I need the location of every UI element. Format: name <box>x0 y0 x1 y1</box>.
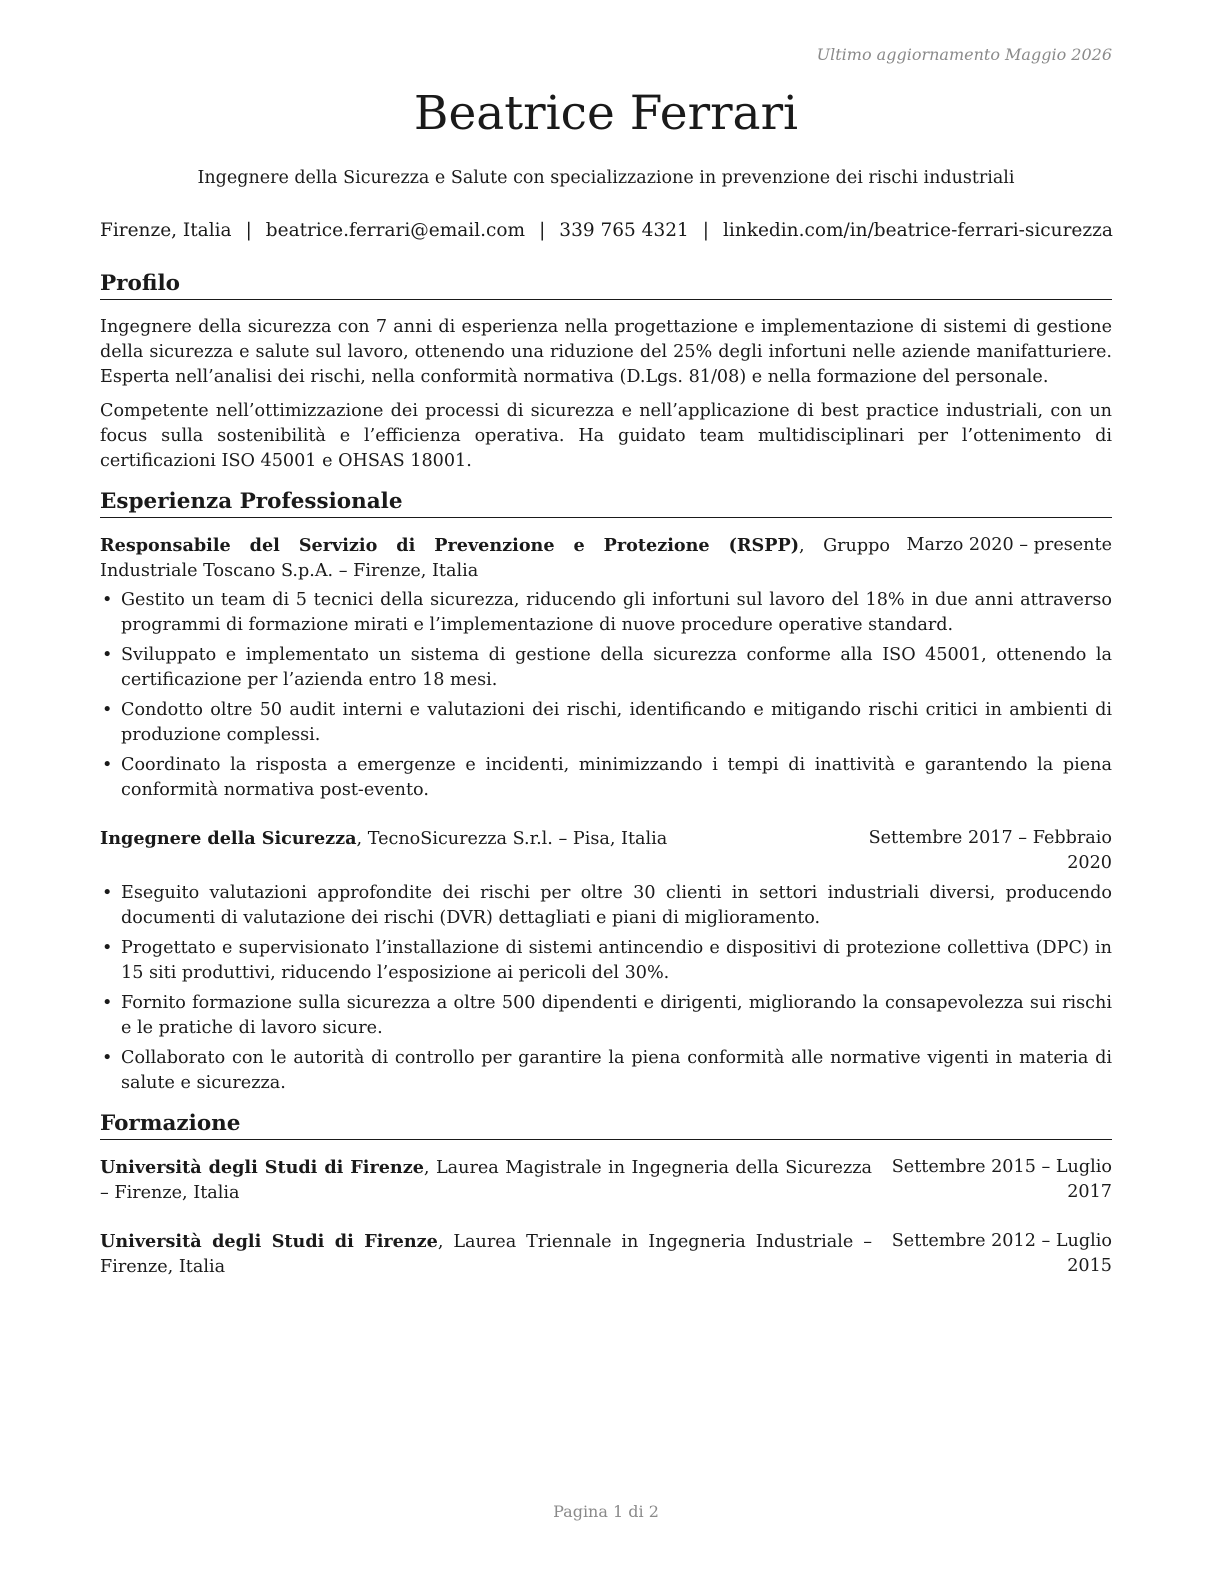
bullet-icon: • <box>102 883 113 903</box>
resume-page <box>100 0 1112 1584</box>
contact-separator: | <box>702 220 709 241</box>
bullet-text: Coordinato la risposta a emergenze e incidenti, minimizzando i tempi di inattività e garantendo la piena conformità normativa post-evento. <box>121 755 1112 800</box>
education-line <box>100 1229 872 1280</box>
contact-phone: 339 765 4321 <box>559 220 689 241</box>
contact-separator: | <box>245 220 252 241</box>
education-entry <box>100 1229 1112 1279</box>
bullet-text: Condotto oltre 50 audit interni e valutazioni dei rischi, identificando e mitigando rischi critici in ambienti di produzione complessi. <box>121 700 1112 745</box>
job-role: Responsabile del Servizio di Prevenzione e Protezione (RSPP) <box>100 535 800 556</box>
contact-line <box>100 220 1112 241</box>
bullet-icon: • <box>102 938 113 958</box>
job-date: Marzo 2020 – presente <box>906 535 1112 555</box>
job-company: , Gruppo Industriale Toscano S.p.A. – Firenze, Italia <box>100 536 890 581</box>
headline: Ingegnere della Sicurezza e Salute con specializzazione in prevenzione dei rischi industriali <box>197 168 1015 188</box>
bullet-icon: • <box>102 700 113 720</box>
education-date: Settembre 2012 – Luglio 2015 <box>891 1231 1112 1276</box>
job-company: , TecnoSicurezza S.r.l. – Pisa, Italia <box>356 829 668 849</box>
job-entry <box>100 826 1112 876</box>
contact-email[interactable]: beatrice.ferrari@email.com <box>265 220 526 241</box>
contact-separator: | <box>539 220 546 241</box>
bullet-text: Fornito formazione sulla sicurezza a oltre 500 dipendenti e dirigenti, migliorando la consapevolezza sui rischi e le pratiche di lavoro sicure. <box>121 993 1112 1038</box>
job-entry <box>100 533 1112 583</box>
list-item <box>100 936 1112 986</box>
list-item <box>100 643 1112 693</box>
education-detail: , Laurea Magistrale in Ingegneria della Sicurezza – Firenze, Italia <box>100 1158 872 1203</box>
education-date: Settembre 2015 – Luglio 2017 <box>891 1157 1112 1202</box>
bullet-icon: • <box>102 645 113 665</box>
job-date: Settembre 2017 – Febbraio 2020 <box>868 828 1112 873</box>
bullet-text: Sviluppato e implementato un sistema di gestione della sicurezza conforme alla ISO 45001, ottenendo la certificazione per l’azienda entro 18 mesi. <box>121 645 1112 690</box>
education-school: Università degli Studi di Firenze <box>100 1231 438 1252</box>
job-bullets <box>100 588 1112 808</box>
bullet-text: Eseguito valutazioni approfondite dei rischi per oltre 30 clienti in settori industriali diversi, producendo documenti di valutazione dei rischi (DVR) dettagliati e piani di miglioramento. <box>121 883 1112 928</box>
bullet-text: Collaborato con le autorità di controllo per garantire la piena conformità alle normative vigenti in materia di salute e sicurezza. <box>121 1048 1112 1093</box>
education-school: Università degli Studi di Firenze <box>100 1157 424 1178</box>
bullet-text: Gestito un team di 5 tecnici della sicurezza, riducendo gli infortuni sul lavoro del 18% in due anni attraverso programmi di formazione mirati e l’implementazione di nuove procedure operative standard. <box>121 590 1112 635</box>
bullet-icon: • <box>102 755 113 775</box>
education-entry <box>100 1155 1112 1205</box>
list-item <box>100 753 1112 803</box>
section-title-experience: Esperienza Professionale <box>100 489 1112 518</box>
profile-paragraph: Competente nell’ottimizzazione dei processi di sicurezza e nell’applicazione di best practice industriali, con un focus sulla sostenibilità e l’efficienza operativa. Ha guidato team multidisciplinari per l’ottenimento di certificazioni ISO 45001 e OHSAS 18001. <box>100 401 1112 471</box>
bullet-icon: • <box>102 993 113 1013</box>
last-updated: Ultimo aggiornamento Maggio 2026 <box>816 45 1112 64</box>
job-bullets <box>100 881 1112 1101</box>
list-item <box>100 991 1112 1041</box>
education-line <box>100 1155 872 1206</box>
section-title-education: Formazione <box>100 1111 1112 1140</box>
job-title-line <box>100 826 840 852</box>
list-item <box>100 588 1112 638</box>
list-item <box>100 881 1112 931</box>
bullet-icon: • <box>102 1048 113 1068</box>
job-title-line <box>100 533 890 584</box>
bullet-icon: • <box>102 590 113 610</box>
bullet-text: Progettato e supervisionato l’installazione di sistemi antincendio e dispositivi di protezione collettiva (DPC) in 15 siti produttivi, riducendo l’esposizione ai pericoli del 30%. <box>121 938 1112 983</box>
page-number: Pagina 1 di 2 <box>553 1502 659 1521</box>
list-item <box>100 1046 1112 1096</box>
contact-linkedin[interactable]: linkedin.com/in/beatrice-ferrari-sicurezza <box>723 220 1113 241</box>
list-item <box>100 698 1112 748</box>
profile-paragraph: Ingegnere della sicurezza con 7 anni di esperienza nella progettazione e implementazione di sistemi di gestione della sicurezza e salute sul lavoro, ottenendo una riduzione del 25% degli infortuni nelle aziende manifatturiere. Esperta nell’analisi dei rischi, nella conformità normativa (D.Lgs. 81/08) e nella formazione del personale. <box>100 317 1112 387</box>
candidate-name: Beatrice Ferrari <box>413 86 799 141</box>
job-role: Ingegnere della Sicurezza <box>100 828 357 849</box>
section-title-profile: Profilo <box>100 271 1112 300</box>
education-detail: , Laurea Triennale in Ingegneria Industriale – Firenze, Italia <box>100 1232 872 1277</box>
contact-location: Firenze, Italia <box>100 220 232 241</box>
